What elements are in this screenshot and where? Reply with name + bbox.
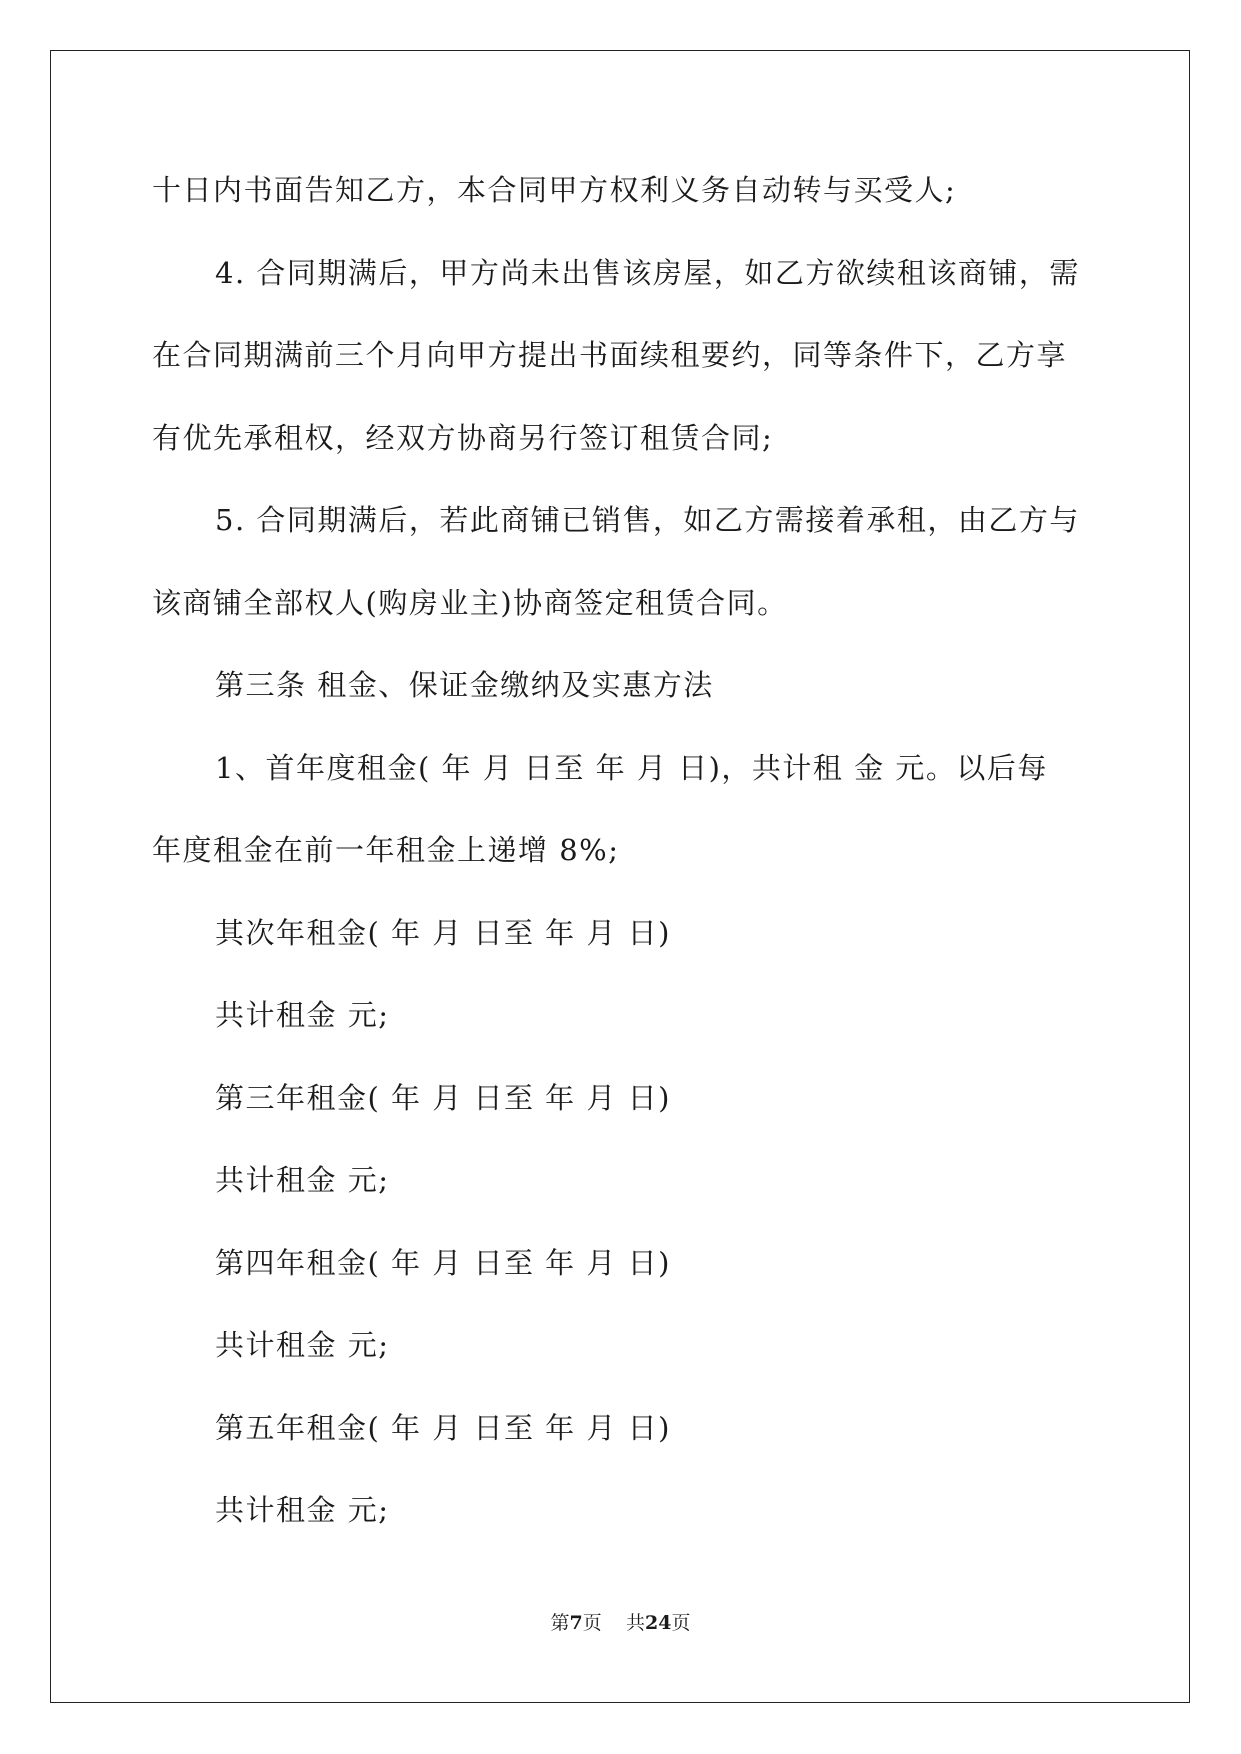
- page-footer: [0, 1608, 1241, 1635]
- text-line: 十日内书面告知乙方，本合同甲方权利义务自动转与买受人;: [152, 173, 957, 207]
- text-line: 共计租金 元;: [215, 1163, 390, 1197]
- text-line: 该商铺全部权人(购房业主)协商签定租赁合同。: [152, 585, 788, 620]
- text-line: 第五年租金( 年 月 日至 年 月 日): [215, 1410, 671, 1445]
- text-line: 共计租金 元;: [215, 1493, 390, 1527]
- text-line: 共计租金 元;: [215, 998, 390, 1032]
- text-line: 其次年租金( 年 月 日至 年 月 日): [215, 915, 671, 950]
- text-line: 第三条 租金、保证金缴纳及实惠方法: [215, 668, 714, 702]
- text-line: 5. 合同期满后，若此商铺已销售，如乙方需接着承租，由乙方与: [215, 503, 1080, 537]
- text-line: 第三年租金( 年 月 日至 年 月 日): [215, 1080, 671, 1115]
- footer-page-word: 页: [582, 1612, 602, 1634]
- text-line: 4. 合同期满后，甲方尚未出售该房屋，如乙方欲续租该商铺，需: [215, 255, 1080, 290]
- text-line: 在合同期满前三个月向甲方提出书面续租要约，同等条件下，乙方享: [152, 338, 1068, 372]
- footer-total-prefix: 共: [625, 1612, 645, 1634]
- text-line: 第四年租金( 年 月 日至 年 月 日): [215, 1245, 671, 1280]
- text-line: 1、首年度租金( 年 月 日至 年 月 日)，共计租 金 元。以后每: [215, 750, 1048, 785]
- text-line: 共计租金 元;: [215, 1328, 390, 1362]
- footer-prefix: 第: [550, 1612, 570, 1634]
- total-page-count: 24: [644, 1612, 672, 1634]
- current-page-number: 7: [569, 1612, 583, 1634]
- document-body: [152, 160, 1092, 1563]
- text-line: 有优先承租权，经双方协商另行签订租赁合同;: [152, 420, 774, 455]
- footer-total-suffix: 页: [671, 1612, 691, 1634]
- text-line: 年度租金在前一年租金上递增 8%;: [152, 833, 620, 867]
